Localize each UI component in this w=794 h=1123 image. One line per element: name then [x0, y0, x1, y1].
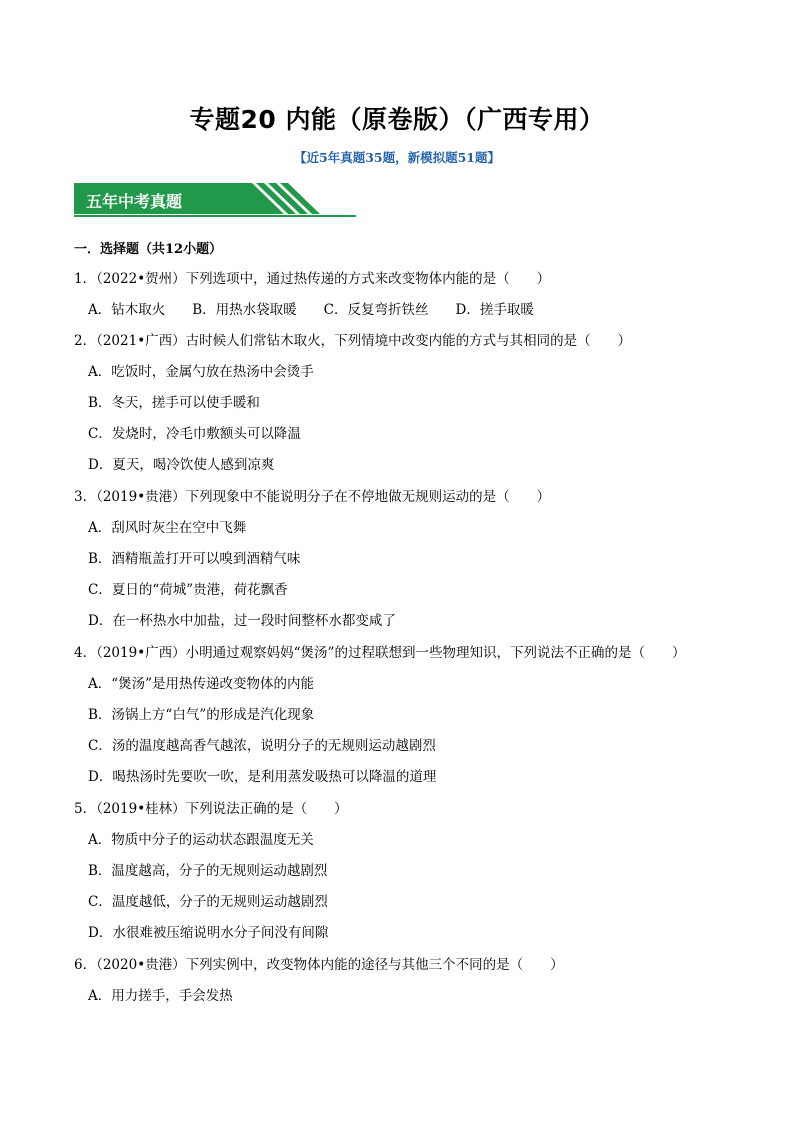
question-stem: 2．（2021•广西）古时候人们常钻木取火，下列情境中改变内能的方式与其相同的是（ ）: [74, 333, 632, 349]
question-stem: 3．（2019•贵港）下列现象中不能说明分子在不停地做无规则运动的是（ ）: [74, 489, 551, 505]
question-option: D．在一杯热水中加盐，过一段时间整杯水都变咸了: [88, 613, 396, 629]
question-option: D．夏天，喝冷饮使人感到凉爽: [88, 457, 275, 473]
question-option: B．汤锅上方“白气”的形成是汽化现象: [88, 707, 315, 723]
question-option: C．发烧时，冷毛巾敷额头可以降温: [88, 426, 301, 442]
question-option: B．酒精瓶盖打开可以嗅到酒精气味: [88, 551, 301, 567]
page-subtitle: 【近5年真题35题，新模拟题51题】: [294, 150, 500, 165]
question-option: A．物质中分子的运动状态跟温度无关: [88, 832, 314, 848]
question-option: D．水很难被压缩说明水分子间没有间隙: [88, 925, 329, 941]
banner-underline: [74, 215, 356, 217]
page-title: 专题20 内能（原卷版）（广西专用）: [189, 105, 605, 134]
question-option: C．汤的温度越高香气越浓，说明分子的无规则运动越剧烈: [88, 738, 436, 754]
banner-label: 五年中考真题: [86, 192, 183, 211]
question-stem: 1．（2022•贺州）下列选项中，通过热传递的方式来改变物体内能的是（ ）: [74, 271, 551, 287]
question-option: C．温度越低，分子的无规则运动越剧烈: [88, 894, 328, 910]
question-option: A．刮风时灰尘在空中飞舞: [88, 520, 247, 536]
question-stem: 5．（2019•桂林）下列说法正确的是（ ）: [74, 801, 348, 817]
question-option: C．夏日的“荷城”贵港，荷花飘香: [88, 582, 288, 598]
question-stem: 6．（2020•贵港）下列实例中，改变物体内能的途径与其他三个不同的是（ ）: [74, 957, 564, 973]
question-option: A．用力搓手，手会发热: [88, 988, 233, 1004]
question-options-inline: A．钻木取火 B．用热水袋取暖 C．反复弯折铁丝 D．搓手取暖: [88, 302, 534, 318]
question-option: B．温度越高，分子的无规则运动越剧烈: [88, 863, 328, 879]
section-banner: [74, 183, 356, 217]
question-stem: 4．（2019•广西）小明通过观察妈妈“煲汤”的过程联想到一些物理知识，下列说法不正确的是（ ）: [74, 645, 686, 661]
question-option: B．冬天，搓手可以使手暖和: [88, 395, 260, 411]
banner-stripes-icon: [204, 183, 334, 217]
question-option: A．吃饭时，金属勺放在热汤中会烫手: [88, 364, 314, 380]
section-title: 一．选择题（共12小题）: [74, 242, 223, 257]
question-option: D．喝热汤时先要吹一吹，是利用蒸发吸热可以降温的道理: [88, 769, 437, 785]
question-option: A．“煲汤”是用热传递改变物体的内能: [88, 676, 315, 692]
